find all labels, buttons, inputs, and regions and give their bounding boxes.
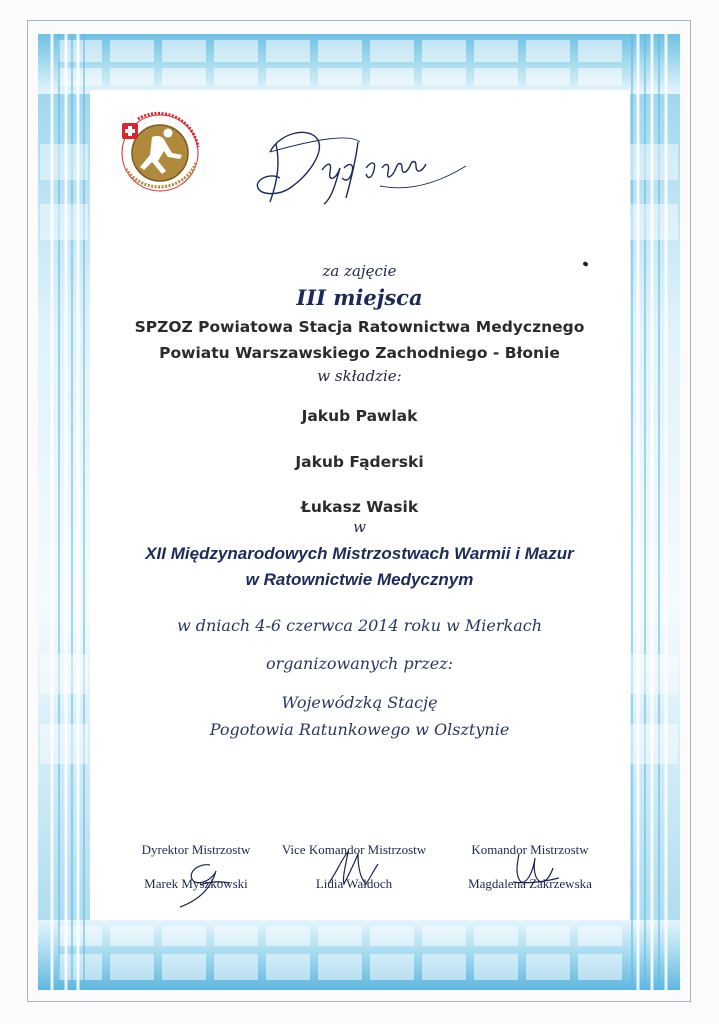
organized-by-text: organizowanych przez: <box>265 654 454 673</box>
handwritten-signature <box>505 846 565 891</box>
signature-role: Vice Komandor Mistrzostw <box>281 842 427 857</box>
championship-logo <box>108 107 214 195</box>
dates-text: w dniach 4-6 czerwca 2014 roku w Mierkach <box>176 616 543 635</box>
handwritten-signature <box>318 844 388 894</box>
team-line-2: Powiatu Warszawskiego Zachodniego - Błonie <box>159 344 560 362</box>
signature-name: Magdalena Zakrzewska <box>468 876 592 891</box>
member-name: Łukasz Wasik <box>300 498 419 516</box>
handwritten-signature <box>170 855 240 910</box>
diploma-title-text: Dyplom <box>240 112 244 113</box>
signature-name: Marek Myszkowski <box>144 876 248 891</box>
event-line-2: w Ratownictwie Medycznym <box>245 570 474 589</box>
member-name: Jakub Fąderski <box>295 453 424 471</box>
composition-label: w składzie: <box>317 367 402 385</box>
place-text: III miejsca <box>296 285 423 310</box>
organizer-line-2: Pogotowia Ratunkowego w Olsztynie <box>209 720 510 739</box>
diploma-title <box>240 112 490 222</box>
event-line-1: XII Międzynarodowych Mistrzostwach Warmii i Mazur <box>145 544 574 563</box>
for-text: za zajęcie <box>322 262 397 280</box>
signature-name: Lidia Wałdoch <box>315 876 393 891</box>
member-name: Jakub Pawlak <box>301 407 418 425</box>
in-text: w <box>353 518 366 536</box>
organizer-line-1: Wojewódzką Stację <box>281 693 438 712</box>
team-line-1: SPZOZ Powiatowa Stacja Ratownictwa Medycznego <box>134 318 585 336</box>
signature-role: Dyrektor Mistrzostw <box>141 842 251 857</box>
signature-role: Komandor Mistrzostw <box>471 842 589 857</box>
